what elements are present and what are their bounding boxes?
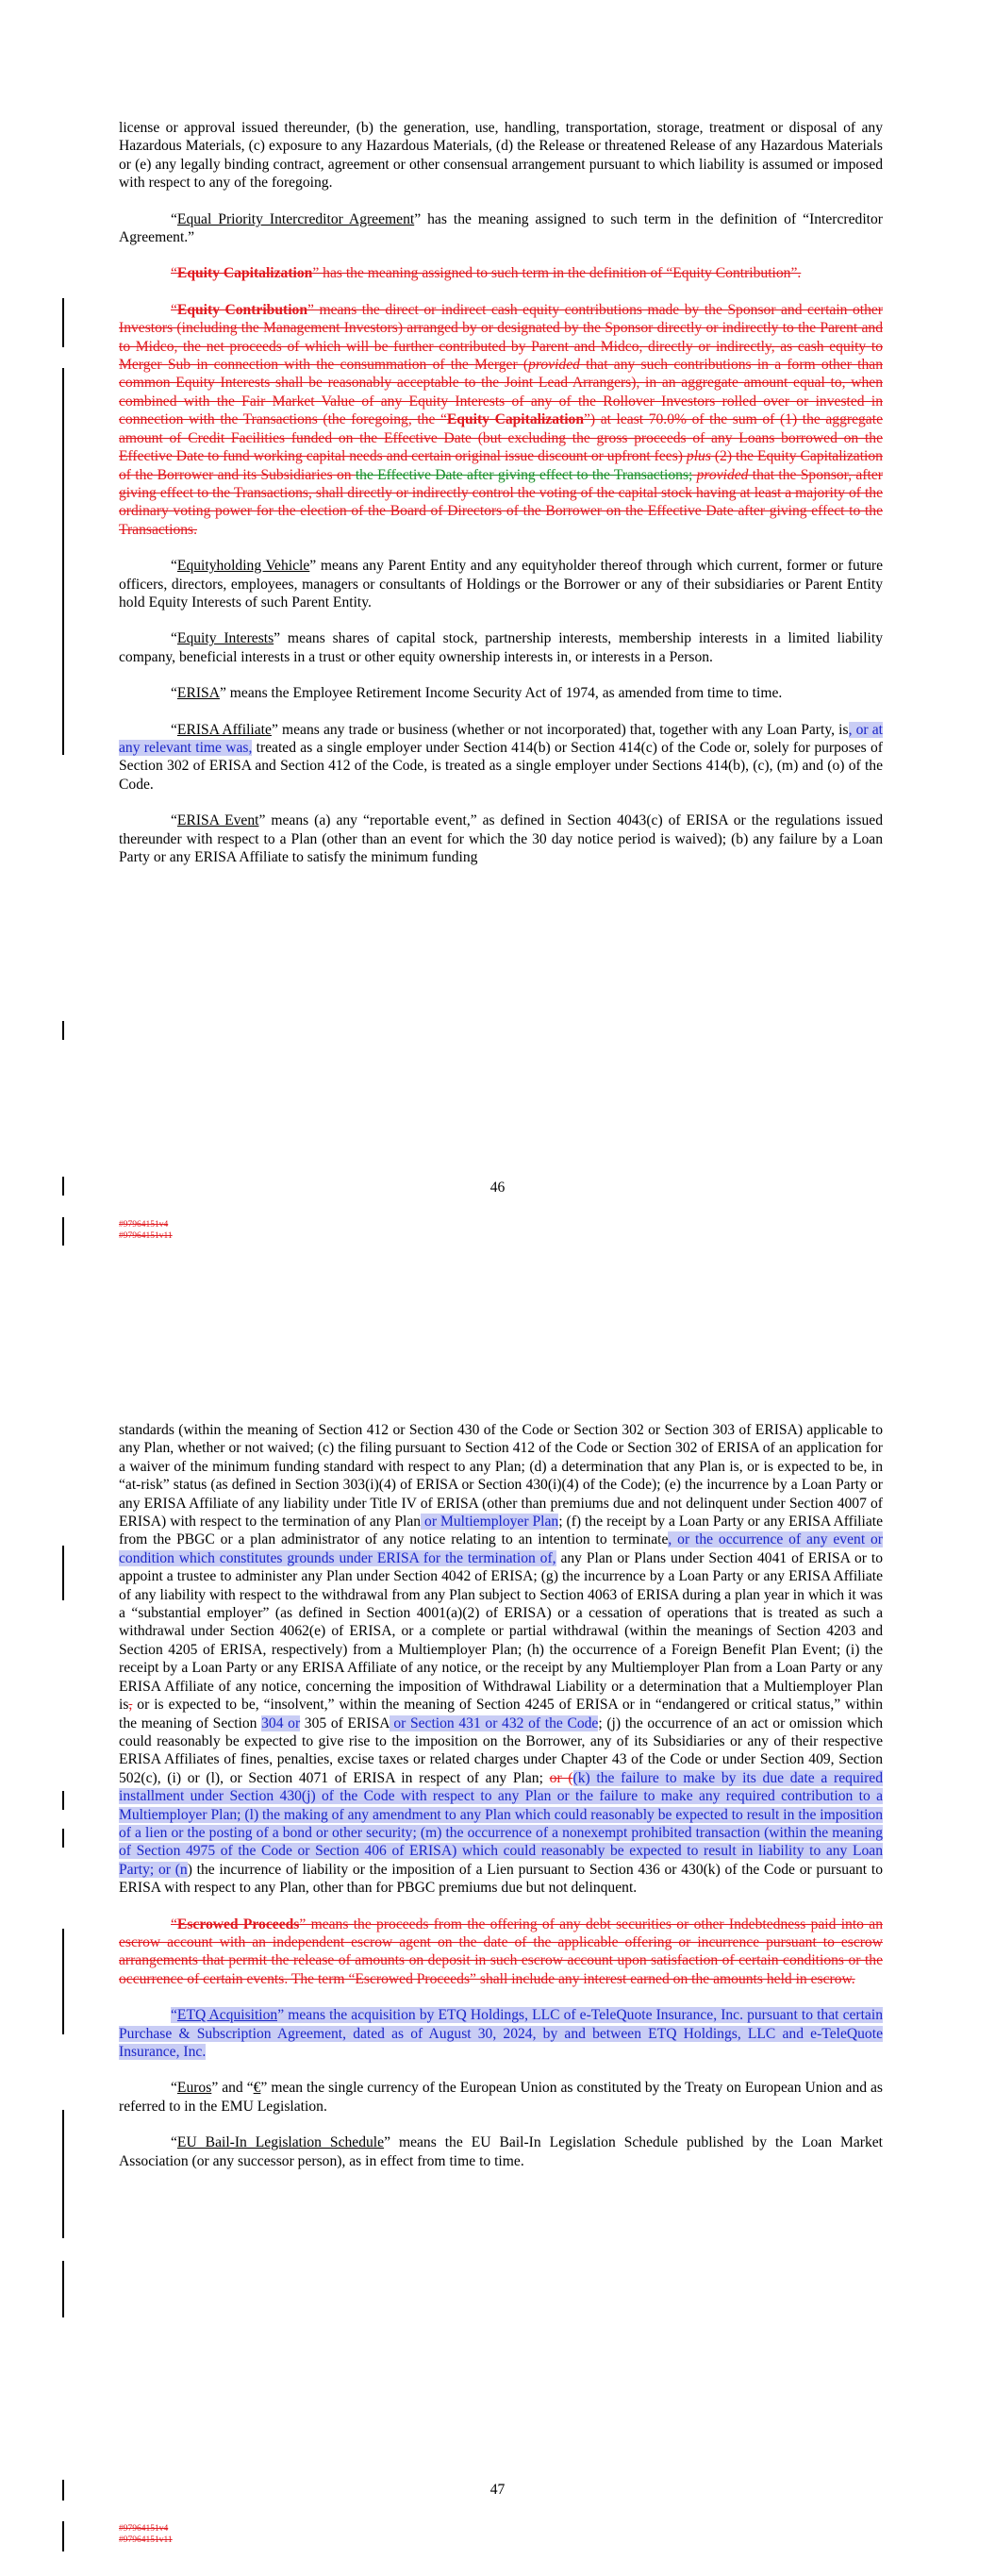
- paragraph-text: ) the incurrence of liability or the imposition of a Lien pursuant to Section 436 or 430(k) of the Code or pursuant to ERISA with respect to any Plan, other than for PBGC premiums due but not delinquent.: [119, 1861, 883, 1897]
- definition-text: treated as a single employer under Section 414(b) or Section 414(c) of the Code or, solely for purposes of Section 302 of ERISA and Section 412 of the Code, is treated as a single employer under Sections 414(b), (c), (m) and (o) of the Code.: [119, 739, 883, 793]
- deleted-text: ,: [128, 1697, 133, 1714]
- defined-term: Euros: [176, 2080, 212, 2097]
- open-quote: “: [171, 812, 177, 829]
- open-quote: “: [171, 721, 177, 738]
- open-quote: “: [171, 630, 177, 647]
- inserted-text: 304 or: [261, 1715, 301, 1731]
- definition-text: ” means the direct or indirect cash equity contributions made by the Sponsor and certain other Investors (including the Management Investors) arranged by or designated by the Sponsor directly or indirectly to the Parent and to Midco, the net proceeds of which will be further contributed by Parent and Midco, directly or indirectly, as cash equity to Merger Sub in connection with the consummation of the Merger (: [119, 301, 883, 374]
- paragraph-text: ; (f) the receipt by a Loan Party or any ERISA Affiliate from the PBGC or a plan administrator of any notice relating to an intention to terminate: [119, 1514, 883, 1548]
- definition-eu-bail-in-schedule: [119, 2133, 883, 2170]
- definition-erisa-affiliate: [119, 721, 883, 795]
- definition-erisa: [119, 684, 883, 702]
- change-bar: [62, 2110, 64, 2238]
- definition-text: ”) at least 70.0% of the sum of (1) the aggregate amount of Credit Facilities funded on the Effective Date (but excluding the gross proceeds of any Loans borrowed on the Effective Date to fund working capital needs and certain original issue discount or upfront fees): [119, 411, 883, 465]
- change-bar: [62, 1217, 64, 1246]
- paragraph-erisa-event-continued: [119, 1421, 883, 1898]
- paragraph-text: ; (j) the occurrence of an act or omission which could reasonably be expected to give rise to the imposition on the Borrower, any of its Subsidiaries or any of their respective ERISA Affiliates of fines, penalties, excise taxes or related charges under Chapter 43 of the Code or under Section 409, Section 502(c), (i) or (l), or Section 4071 of ERISA in respect of any Plan;: [119, 1715, 883, 1786]
- definition-text: (2) the Equity Capitalization of the Borrower and its Subsidiaries on: [119, 448, 883, 483]
- doc-id-new: #97964151v11: [119, 1231, 173, 1241]
- definition-text: that any such contributions in a form other than common Equity Interests shall be reasonably acceptable to the Joint Lead Arrangers), in an aggregate amount equal to, when combined with the Fair Market Value of any Equity Interests of any of the Rollover Investors rolled over or invested in connection with the Transactions (the foregoing, the “: [119, 357, 883, 428]
- paragraph-text: standards (within the meaning of Section 412 or Section 430 of the Code or Section 302 or Section 303 of ERISA) applicable to any Plan, whether or not waived; (c) the filing pursuant to Section 412 of the Code or Section 302 of ERISA of an application for a waiver of the minimum funding standard with respect to any Plan; (d) a determination that any Plan is, or is expected to be, in “at-risk” status (as defined in Section 303(i)(4) of ERISA or Section 430(i)(4) of the Code); (e) the incurrence by a Loan Party or any ERISA Affiliate of any liability under Title IV of ERISA (other than premiums due and not delinquent under Section 4007 of ERISA) with respect to the termination of any Plan: [119, 1422, 883, 1531]
- open-quote: “: [171, 265, 177, 282]
- definition-equal-priority-intercreditor: [119, 210, 883, 247]
- definition-text: ” means the EU Bail-In Legislation Schedule published by the Loan Market Association (or any successor person), as in effect from time to time.: [119, 2134, 883, 2169]
- defined-term: ERISA: [176, 685, 220, 702]
- paragraph-text: or is expected to be, “insolvent,” within the meaning of Section 4245 of ERISA or in “endangered or critical status,” within the meaning of Section: [119, 1697, 883, 1731]
- defined-term: Equity Capitalization: [176, 265, 313, 282]
- provided-italic: provided: [528, 357, 580, 374]
- change-bar: [62, 1829, 64, 1848]
- definition-text: ” means shares of capital stock, partnership interests, membership interests in a limited liability company, beneficial interests in a trust or other equity ownership interests in, or interests in a Person.: [119, 630, 883, 665]
- definition-text: ” means the proceeds from the offering of any debt securities or other Indebtedness paid into an escrow account with an independent escrow agent on the date of the applicable offering or incurrence pursuant to escrow arrangements that permit the release of amounts on deposit in such escrow account upon satisfaction of certain conditions or the occurrence of certain events. The term “Escrowed Proceeds” shall include any interest earned on the amounts held in escrow.: [119, 1915, 883, 1987]
- change-bar: [62, 2261, 64, 2317]
- defined-term: EU Bail-In Legislation Schedule: [176, 2134, 385, 2151]
- plus-italic: plus: [686, 448, 711, 465]
- defined-term: Escrowed Proceeds: [176, 1915, 300, 1932]
- inserted-text: , or the occurrence of any event or condition which constitutes grounds under ERISA for the termination of,: [119, 1531, 883, 1566]
- open-quote: “: [171, 558, 177, 575]
- definition-text: ” means the acquisition by ETQ Holdings, LLC of e-TeleQuote Insurance, Inc. pursuant to that certain Purchase & Subscription Agreement, dated as of August 30, 2024, by and between ETQ Holdings, LLC and e-TeleQuote Insurance, Inc.: [119, 2007, 883, 2060]
- doc-id-new: #97964151v11: [119, 2535, 173, 2545]
- open-quote: “: [171, 2080, 177, 2097]
- definition-text: ” and “: [211, 2080, 254, 2097]
- paragraph-text: 305 of ERISA: [300, 1715, 390, 1731]
- definition-equity-contribution-deleted: [119, 301, 883, 539]
- change-bar: [62, 2521, 64, 2551]
- definition-text: ” means any Parent Entity and any equityholder thereof through which current, former or future officers, directors, employees, managers or consultants of Holdings or the Borrower or any of their subsidiaries or Parent Entity hold Equity Interests of such Parent Entity.: [119, 558, 884, 611]
- doc-id-old: #97964151v4: [119, 2524, 169, 2534]
- inserted-text: (k) the failure to make by its due date a required installment under Section 430(j) of the Code with respect to any Plan or the failure to make any required contribution to a Multiemployer Plan; (l) the making of any amendment to any Plan which could reasonably be expected to result in the imposition of a lien or the posting of a bond or other security; (m) the occurrence of a nonexempt prohibited transaction (within the meaning of Section 4975 of the Code or Section 406 of ERISA) which could reasonably be expected to result in liability to any Loan Party; or (n: [119, 1769, 883, 1878]
- paragraph-text: any Plan or Plans under Section 4041 of ERISA or to appoint a trustee to administer any Plan under Section 4042 of ERISA; (g) the incurrence by a Loan Party or any ERISA Affiliate of any liability with respect to the withdrawal from any Plan subject to Section 4063 of ERISA during a plan year in which it was a “substantial employer” (as defined in Section 4001(a)(2) of ERISA) or a cessation of operations that is treated as such a withdrawal under Section 4062(e) of ERISA, or a complete or partial withdrawal (within the meanings of Section 4203 and Section 4205 of ERISA, respectively) from a Multiemployer Plan; (h) the occurrence of a Foreign Benefit Plan Event; (i) the receipt by a Loan Party or any ERISA Affiliate of any notice, or the receipt by any Multiemployer Plan from a Loan Party or any ERISA Affiliate of any notice, concerning the imposition of Withdrawal Liability or a determination that a Multiemployer Plan is: [119, 1549, 883, 1714]
- defined-term-inline: Equity Capitalization: [446, 411, 584, 428]
- defined-term: Equity Interests: [176, 630, 274, 647]
- definition-escrowed-proceeds-deleted: [119, 1915, 883, 1989]
- inserted-text: or Section 431 or 432 of the Code: [389, 1715, 599, 1731]
- change-bar: [62, 298, 64, 347]
- open-quote: “: [171, 2134, 177, 2151]
- definition-equity-capitalization-deleted: [119, 264, 883, 282]
- paragraph-hazardous-materials: license or approval issued thereunder, (b) the generation, use, handling, transportation, storage, treatment or disposal of any Hazardous Materials, (c) exposure to any Hazardous Materials, (d) the Release or threatened Release of any Hazardous Materials or (e) any legally binding contract, agreement or other consensual arrangement pursuant to which liability is assumed or imposed with respect to any of the foregoing.: [119, 120, 883, 192]
- page-46-body: [119, 119, 883, 884]
- provided-italic: provided: [696, 466, 749, 483]
- change-bar: [62, 1791, 64, 1810]
- open-quote: “: [171, 2007, 177, 2024]
- defined-term: €: [253, 2080, 261, 2097]
- definition-etq-acquisition-inserted: [119, 2006, 883, 2061]
- open-quote: “: [171, 685, 177, 702]
- page-number: 47: [489, 2482, 506, 2498]
- definition-text: ” means (a) any “reportable event,” as defined in Section 4043(c) of ERISA or the regulations issued thereunder with respect to a Plan (other than an event for which the 30 day notice period is waived); (b) any failure by a Loan Party or any ERISA Affiliate to satisfy the minimum funding: [119, 812, 883, 865]
- defined-term: ERISA Affiliate: [176, 721, 272, 738]
- definition-equity-interests: [119, 629, 883, 666]
- definition-equityholding-vehicle: [119, 557, 883, 611]
- page-47-body: [119, 1421, 883, 2188]
- deleted-text: or (: [549, 1769, 573, 1786]
- page-47: [0, 1302, 995, 2576]
- change-bar: [62, 1546, 64, 1600]
- definition-text: ” has the meaning assigned to such term in the definition of “Intercreditor Agreement.”: [119, 210, 883, 246]
- change-bar: [62, 368, 64, 755]
- inserted-text: , or at any relevant time was,: [119, 721, 883, 756]
- definition-erisa-event: [119, 811, 883, 866]
- doc-id-old: #97964151v4: [119, 1220, 169, 1229]
- definition-text: ” means the Employee Retirement Income Security Act of 1974, as amended from time to time.: [219, 685, 783, 702]
- definition-text: ” has the meaning assigned to such term in the definition of “Equity Contribution”.: [312, 265, 802, 282]
- defined-term: Equity Contribution: [176, 301, 308, 318]
- definition-euros: [119, 2079, 883, 2116]
- open-quote: “: [171, 210, 177, 227]
- open-quote: “: [171, 301, 177, 318]
- definition-text: that the Sponsor, after giving effect to the Transactions, shall directly or indirectly control the voting of the capital stock having at least a majority of the ordinary voting power for the election of the Board of Directors of the Borrower on the Effective Date after giving effect to the Transactions.: [119, 466, 883, 538]
- change-bar: [62, 1021, 64, 1040]
- defined-term: Equityholding Vehicle: [176, 558, 310, 575]
- page-number: 46: [489, 1179, 506, 1196]
- defined-term: Equal Priority Intercreditor Agreement: [176, 210, 415, 227]
- moved-text: the Effective Date after giving effect to the Transactions;: [355, 466, 693, 483]
- definition-text: ” means any trade or business (whether or not incorporated) that, together with any Loan Party, is: [271, 721, 849, 738]
- defined-term: ETQ Acquisition: [176, 2007, 278, 2024]
- open-quote: “: [171, 1915, 177, 1932]
- definition-text: ” mean the single currency of the European Union as constituted by the Treaty on European Union and as referred to in the EMU Legislation.: [119, 2080, 883, 2115]
- change-bar: [62, 1929, 64, 2034]
- defined-term: ERISA Event: [176, 812, 259, 829]
- inserted-text: or Multiemployer Plan: [421, 1514, 559, 1531]
